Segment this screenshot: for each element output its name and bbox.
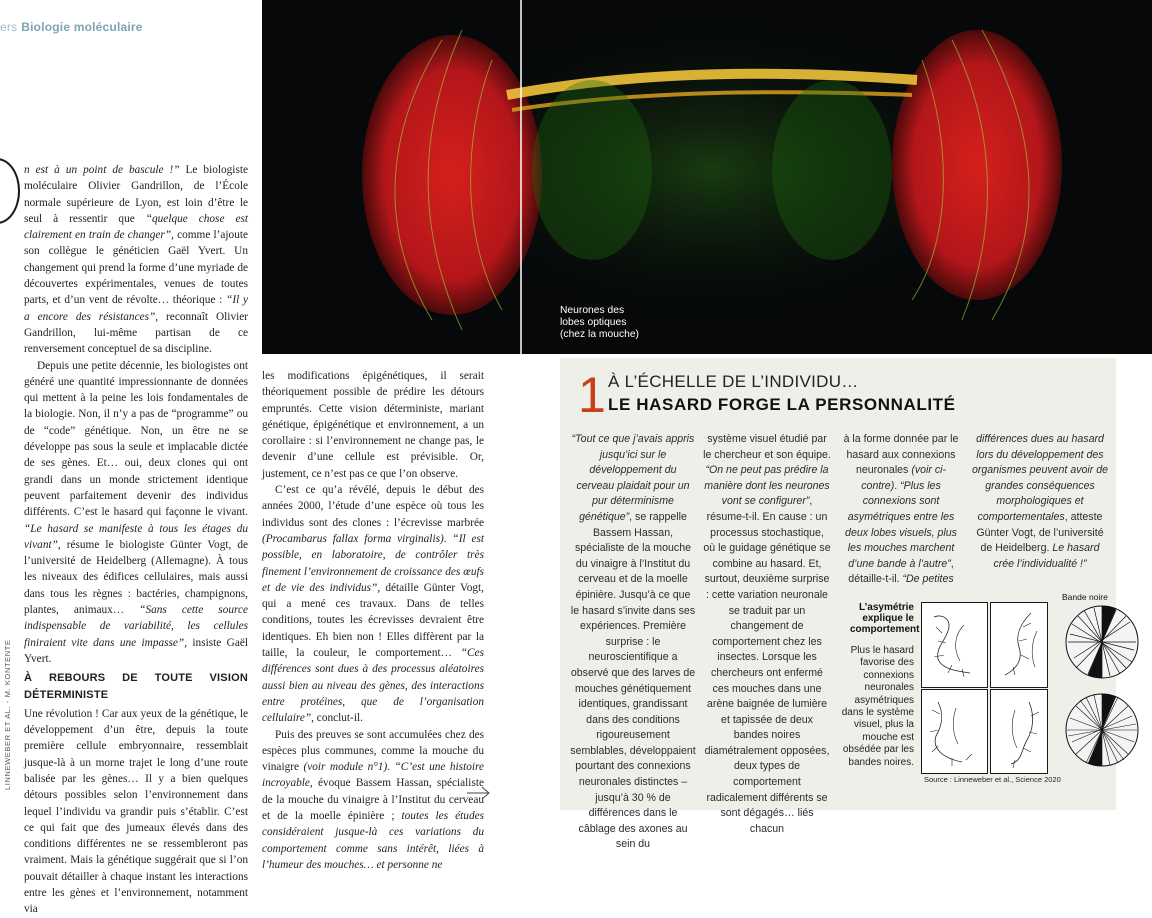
caption-line-3: (chez la mouche) — [560, 329, 639, 340]
box-c4-a: , atteste Günter Vogt, de l’université de Heidelberg. — [976, 510, 1104, 555]
box-column-1 — [570, 432, 696, 853]
c2p2-latin: (Procambarus fallax forma virginalis) — [262, 532, 444, 545]
c2p3-a: Puis des preuves se sont accumulées chez des espèces plus communes, comme la mouche du vinaigre — [262, 728, 484, 774]
box-c4-quote-2: Le hasard crée l’individualité !” — [993, 542, 1100, 570]
box-c3-quote: “Plus les connexions sont asymétriques entre les deux lobes visuels, plus les mouches marchent d’une bande à l’autre” — [845, 479, 957, 570]
diagram-bottom-left — [921, 689, 988, 774]
p1-quote-1: “quelque chose est clairement en train de changer” — [24, 212, 248, 242]
paragraph-1 — [24, 162, 248, 358]
box-c3-b: . — [894, 479, 901, 492]
box-c1-text: , se rappelle Bassem Hassan, spécialiste de la mouche du vinaigre à l’Institut du cerveau et de la moelle épinière. Jusqu’à ce que le hasard s’invite dans ses expériences. Première surprise : le neuroscientifique a observé que des larves de mouches génétiquement identiques, grandissant dans des conditions rigoureusement semblables, développaient pourtant des connexions neuronales distinctes – jusqu’à 30 % de différences dans le câblage des axones au sein du — [570, 510, 696, 851]
paragraph-2 — [24, 358, 248, 668]
c2p3-quote-2: toutes les études considéraient jusque-là ces variations du comportement comme sans intérêt, liées à l’humeur des mouches… et personne ne — [262, 810, 485, 871]
c2p3-module: (voir module n°1) — [303, 761, 388, 774]
c2p3-c: évoque Bassem Hassan, spécialiste de la mouche du vinaigre à l’Institut du cerveau et de la moelle épinière ; — [262, 777, 484, 823]
c2p2-quote-2: “Ces différences sont dues à des processus aléatoires aussi bien au niveau des gènes, des interactions entre protéines, que de l’organisation cellulaire” — [262, 647, 484, 725]
diagram-bottom-right — [990, 689, 1048, 774]
caption-line-2: lobes optiques — [560, 317, 627, 328]
p1-text-c: , reconnaît Olivier Gandrillon, lui-même partisan de ce renversement conceptuel de sa discipline. — [24, 310, 249, 356]
c2p3-quote: “C’est une histoire incroyable, — [262, 761, 484, 790]
box-c2-a: système visuel étudié par le chercheur et son équipe. — [703, 433, 831, 461]
p2-text-a: Depuis une petite décennie, les biologistes ont généré une quantité impressionnante de données qui mettent à la peine les lois fondamentales de la biologie. Non, il n’y a pas de “programme” ou de “code” génétique. Non, un être ne se développe pas sous la seule et implacable dictée de ses gènes. Et… oui, deux clones qui ont grandi dans un monde strictement identique peuvent parfaitement devenir des individus différents. C’est le hasard qui façonne le vivant. — [24, 359, 248, 519]
box-c3-c: , détaille-t-il. — [848, 557, 954, 586]
subheading: À REBOURS DE TOUTE VISION DÉTERMINISTE — [24, 672, 248, 701]
box-column-2 — [703, 432, 831, 837]
right-optic-lobe — [892, 30, 1062, 300]
photo-caption — [560, 305, 639, 341]
dropcap-fragment — [0, 158, 20, 224]
box-c3-quote-2: “De petites — [902, 573, 954, 586]
module-number: 1 — [578, 367, 606, 423]
box-c3-a: à la forme donnée par le hasard aux connexions neuronales — [843, 433, 959, 477]
p1-quote-2: “Il y a encore des résistances” — [24, 294, 248, 323]
c2p2-d: , conclut-il. — [311, 712, 363, 725]
box-c2-b: , résume-t-il. En cause : un processus stochastique, où le guidage génétique se combine au hasard. Et, surtout, deuxième surprise : cette variation neuronale se traduit par un changement de comportement chez les insectes. Lorsque les chercheurs ont enfermé ces mouches dans une arène baignée de lumière et tapissée de deux bandes noires diamétralement opposées, deux types de comportement radicalement différents se sont dégagés… liés chacun — [703, 495, 831, 835]
neuron-photo — [262, 0, 1152, 354]
article-column-1 — [24, 162, 248, 918]
dropcap-quote: n est à un point de bascule !” — [24, 164, 180, 176]
inset-title: L’asymétrie explique le comportement — [850, 602, 920, 635]
figure-label: Bande noire — [1062, 592, 1108, 602]
header-prefix: ers — [0, 20, 18, 34]
module-kicker: À L’ÉCHELLE DE L’INDIVIDU… — [608, 372, 859, 391]
c2p2-quote: “Il est possible, en laboratoire, de contrôler très finement l’environnement de croissance des œufs et de vie des individus” — [262, 532, 484, 594]
diagram-top-left — [921, 602, 988, 688]
p2-quote-2: “Sans cette source indispensable de variabilité, les cellules finiraient vite dans une impasse” — [24, 604, 248, 649]
box-column-3 — [838, 432, 964, 588]
caption-line-1: Neurones des — [560, 305, 625, 316]
col2-paragraph-1: les modifications épigénétiques, il serait théoriquement possible de prédire les détours empruntés. Cette vision déterministe, mariant génétique, épigénétique et environnement, a un corollaire : si l’environnement ne change pas, le devenir d’une cellule est prévisible. Or, justement, ce n’est pas ce que l’on observe. — [262, 370, 484, 480]
paragraph-3: Une révolution ! Car aux yeux de la génétique, le développement d’un être, depuis la toute première cellule embryonnaire, ressemblait jusque-là à un morne trajet le long d’une route balisée par les gènes… Il y a bien quelques détours possibles selon l’environnement dans lequel l’individu va grandir puis s’établir. C’est ce qui fait que des jumeaux élevés dans des conditions différentes ne se ressembleront pas vraiment. Mais la génétique suggérait que si l’on pouvait détailler à chaque instant les interactions entre les gènes et l’environnement, notamment via — [24, 707, 248, 916]
diagram-top-right — [990, 602, 1048, 688]
c2p2-a: C’est ce qu’a révélé, depuis le début des années 2000, l’étude d’une espèce où tous les individus sont des clones : l’écrevisse marbrée — [262, 484, 484, 529]
c2p2-c: , détaille Günter Vogt, qui a mené ces travaux. Dans de telles conditions, toutes les écrevisses devraient être identiques. Eh bien non ! Elles diffèrent par la taille, la couleur, le comportement… — [262, 581, 485, 660]
col2-paragraph-2 — [262, 482, 484, 726]
box-c1-quote: “Tout ce que j’avais appris jusqu’ici sur le développement du cerveau plaidait pour un pur déterminisme génétique” — [571, 433, 695, 523]
box-c2-quote: “On ne peut pas prédire la manière dont les neurones vont se configurer” — [704, 464, 830, 508]
section-header — [0, 20, 143, 34]
c2p3-b: . — [387, 761, 395, 774]
black-stripe-arena-bottom — [1064, 692, 1140, 768]
p1-text-b: , comme l’ajoute son collègue le généticien Gaël Yvert. Un changement qui prend la forme d’une myriade de découvertes expérimentales, venues de toutes parts, et d’un vent de révolte… théorique : — [24, 229, 248, 307]
box-c3-ref: (voir ci-contre) — [861, 464, 947, 492]
p2-text-c: , insiste Gaël Yvert. — [24, 636, 248, 665]
section-title: Biologie moléculaire — [21, 20, 143, 34]
source-credit: Source : Linneweber et al., Science 2020 — [924, 775, 1061, 784]
col2-paragraph-3 — [262, 727, 484, 874]
photo-credit: LINNEWEBER ET AL. - M. KONTENTE — [3, 639, 12, 790]
p1-text-a: Le biologiste moléculaire Olivier Gandrillon, de l’École normale supérieure de Lyon, est loin d’être le seul à ressentir que — [24, 164, 248, 225]
p2-text-b: , résume le biologiste Günter Vogt, de l’université de Heidelberg (Allemagne). À tous les niveaux des édifices cellulaires, mais aussi dans tous les règnes : bactéries, champignons, plantes, animaux… — [24, 538, 248, 617]
continue-arrow-icon[interactable] — [466, 786, 492, 800]
left-optic-lobe — [362, 35, 542, 315]
inset-text: Plus le hasard favorise des connexions neuronales asymétriques dans le système visuel, plus la mouche est obsédée par les bandes noires. — [841, 645, 914, 768]
box-column-4 — [970, 432, 1110, 572]
box-c4-quote: différences dues au hasard lors du développement des organismes peuvent avoir de grandes conséquences morphologiques et comportementales — [971, 433, 1109, 523]
module-headline: LE HASARD FORGE LA PERSONNALITÉ — [608, 395, 956, 414]
p2-quote-1: “Le hasard se manifeste à tous les étages du vivant” — [24, 522, 248, 551]
c2p2-b: . — [443, 532, 453, 545]
black-stripe-arena-top — [1064, 604, 1140, 680]
article-column-2 — [262, 368, 484, 873]
